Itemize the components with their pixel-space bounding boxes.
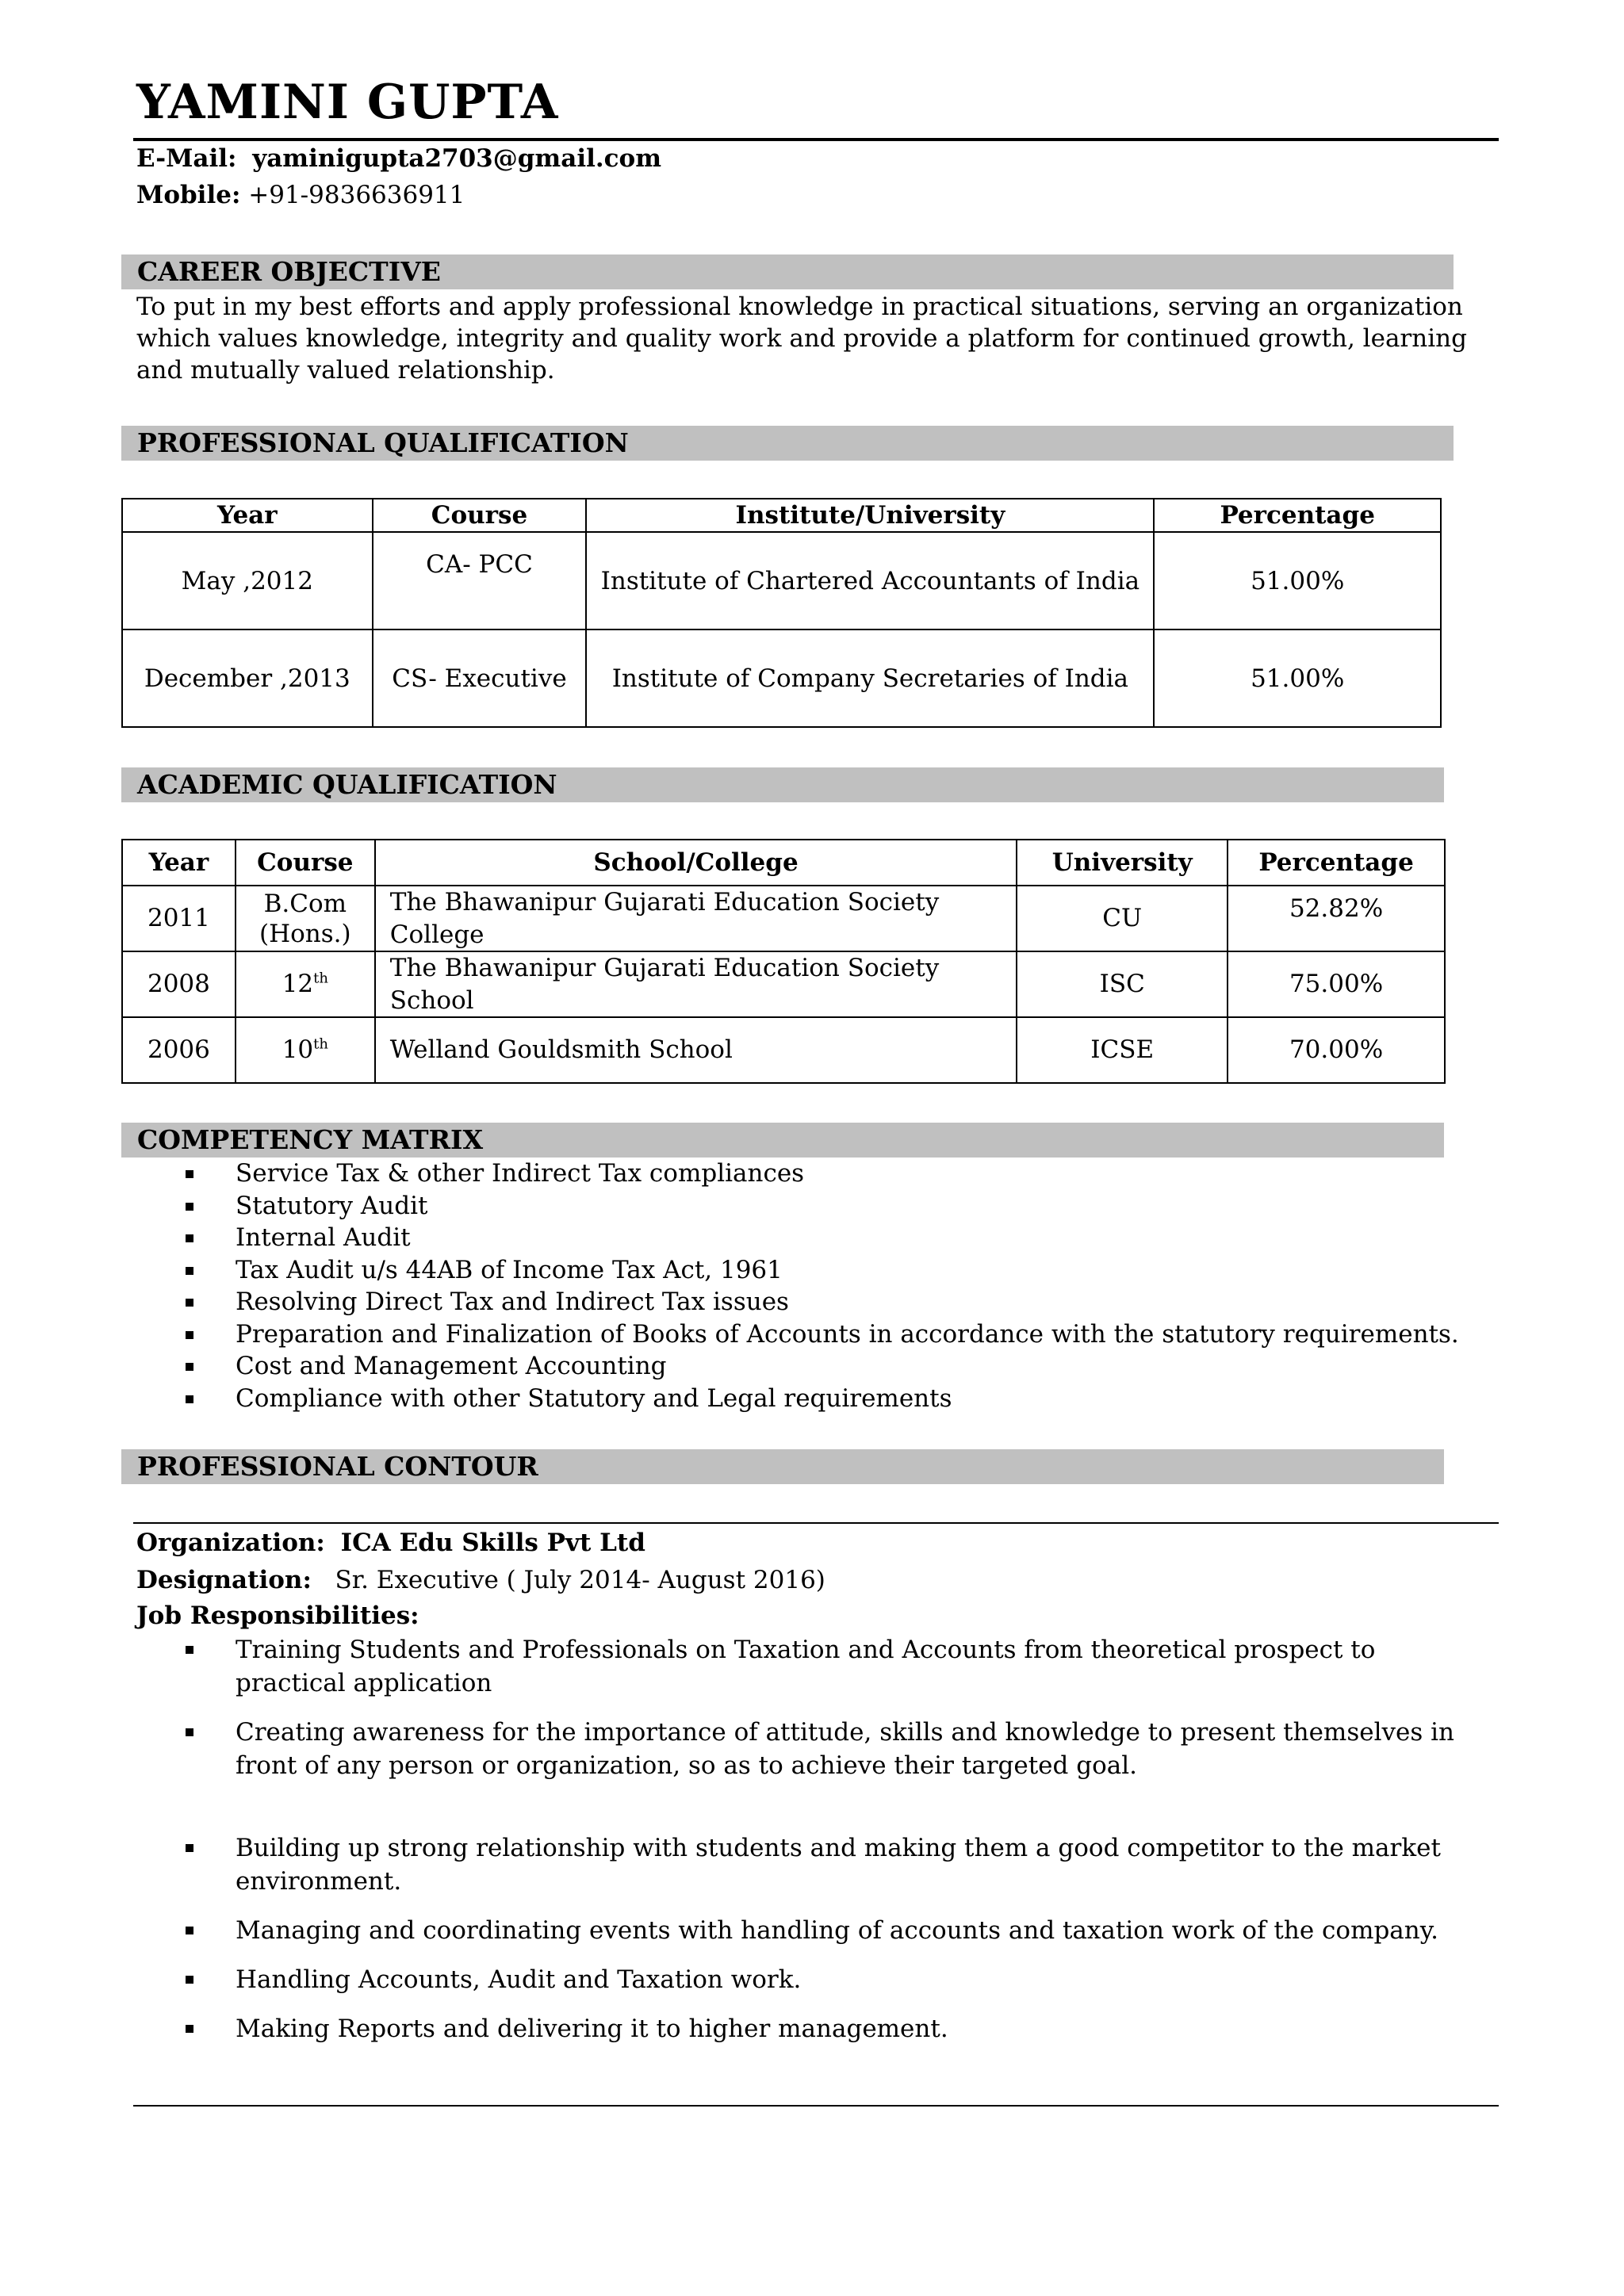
- university-cell: ISC: [1017, 951, 1228, 1017]
- table-row: [122, 951, 1445, 1017]
- list-item: Compliance with other Statutory and Legal requirements: [136, 1383, 1484, 1415]
- course-line-1: B.Com: [263, 889, 347, 918]
- column-header: University: [1017, 840, 1228, 886]
- percentage-cell: 51.00%: [1154, 629, 1441, 727]
- mobile-line: [136, 179, 465, 211]
- list-item: Internal Audit: [136, 1222, 1484, 1254]
- table-row: [122, 886, 1445, 951]
- course-cell: [236, 1017, 375, 1083]
- list-item: Training Students and Professionals on Taxation and Accounts from theoretical prospect to practical application: [136, 1633, 1492, 1700]
- university-cell: ICSE: [1017, 1017, 1228, 1083]
- list-item: Service Tax & other Indirect Tax compliances: [136, 1158, 1484, 1190]
- table-header-row: [122, 840, 1445, 886]
- column-header: Course: [236, 840, 375, 886]
- professional-qualification-heading: PROFESSIONAL QUALIFICATION: [121, 426, 1454, 461]
- column-header: School/College: [375, 840, 1017, 886]
- course-number: 10: [282, 1035, 314, 1065]
- responsibilities-list: [136, 1633, 1492, 2045]
- school-cell: Welland Gouldsmith School: [375, 1017, 1017, 1083]
- school-cell: The Bhawanipur Gujarati Education Society School: [375, 951, 1017, 1017]
- course-line-2: (Hons.): [259, 919, 351, 948]
- professional-qualification-table: [121, 498, 1442, 728]
- list-item: Cost and Management Accounting: [136, 1350, 1484, 1383]
- list-item: Managing and coordinating events with handling of accounts and taxation work of the company.: [136, 1914, 1492, 1947]
- year-cell: 2011: [122, 886, 236, 951]
- university-cell: CU: [1017, 886, 1228, 951]
- list-item: Statutory Audit: [136, 1190, 1484, 1223]
- list-item: Creating awareness for the importance of attitude, skills and knowledge to present themselves in front of any person or organization, so as to achieve their targeted goal.: [136, 1716, 1492, 1782]
- school-cell: The Bhawanipur Gujarati Education Society College: [375, 886, 1017, 951]
- email-value[interactable]: yaminigupta2703@gmail.com: [252, 144, 662, 173]
- column-header: Percentage: [1154, 499, 1441, 532]
- table-row: [122, 629, 1441, 727]
- header-rule: [133, 138, 1499, 141]
- footer-rule: [133, 2105, 1499, 2107]
- organization-value: ICA Edu Skills Pvt Ltd: [340, 1529, 645, 1557]
- section-rule: [133, 1522, 1499, 1524]
- column-header: Institute/University: [586, 499, 1154, 532]
- column-header: Percentage: [1228, 840, 1445, 886]
- table-row: [122, 1017, 1445, 1083]
- academic-qualification-table: [121, 839, 1446, 1084]
- percentage-cell: 51.00%: [1154, 532, 1441, 629]
- course-cell: CA- PCC: [373, 532, 587, 629]
- year-cell: 2008: [122, 951, 236, 1017]
- professional-contour-heading: PROFESSIONAL CONTOUR: [121, 1449, 1444, 1484]
- designation-value: Sr. Executive ( July 2014- August 2016): [335, 1566, 825, 1594]
- course-number: 12: [282, 970, 314, 999]
- course-cell: CS- Executive: [373, 629, 587, 727]
- year-cell: December ,2013: [122, 629, 373, 727]
- mobile-label: Mobile:: [136, 181, 241, 209]
- table-row: [122, 532, 1441, 629]
- organization-label: Organization:: [136, 1529, 325, 1557]
- list-item: Handling Accounts, Audit and Taxation work.: [136, 1963, 1492, 1996]
- competency-matrix-heading: COMPETENCY MATRIX: [121, 1123, 1444, 1158]
- year-cell: 2006: [122, 1017, 236, 1083]
- organization-line: [136, 1527, 645, 1559]
- mobile-value: +91-9836636911: [248, 181, 465, 209]
- list-item: Resolving Direct Tax and Indirect Tax issues: [136, 1286, 1484, 1318]
- candidate-name: YAMINI GUPTA: [136, 75, 559, 130]
- list-item: Building up strong relationship with students and making them a good competitor to the market environment.: [136, 1831, 1492, 1898]
- course-superscript: th: [313, 970, 328, 988]
- list-item: Making Reports and delivering it to higher management.: [136, 2012, 1492, 2045]
- career-objective-text: To put in my best efforts and apply professional knowledge in practical situations, serving an organization which values knowledge, integrity and quality work and provide a platform for continued growth, learning and mutually valued relationship.: [136, 293, 1467, 385]
- percentage-cell: 52.82%: [1228, 886, 1445, 951]
- email-label: E-Mail:: [136, 144, 237, 173]
- career-objective-heading: CAREER OBJECTIVE: [121, 254, 1454, 289]
- email-line: [136, 143, 661, 174]
- designation-line: [136, 1564, 825, 1596]
- course-cell: [236, 886, 375, 951]
- percentage-cell: 75.00%: [1228, 951, 1445, 1017]
- list-item: Tax Audit u/s 44AB of Income Tax Act, 1961: [136, 1254, 1484, 1287]
- table-header-row: [122, 499, 1441, 532]
- column-header: Year: [122, 840, 236, 886]
- designation-label: Designation:: [136, 1566, 312, 1594]
- responsibilities-label: Job Responsibilities:: [136, 1601, 419, 1630]
- academic-qualification-heading: ACADEMIC QUALIFICATION: [121, 767, 1444, 802]
- institute-cell: Institute of Chartered Accountants of India: [586, 532, 1154, 629]
- institute-cell: Institute of Company Secretaries of India: [586, 629, 1154, 727]
- percentage-cell: 70.00%: [1228, 1017, 1445, 1083]
- column-header: Year: [122, 499, 373, 532]
- column-header: Course: [373, 499, 587, 532]
- course-cell: [236, 951, 375, 1017]
- year-cell: May ,2012: [122, 532, 373, 629]
- competency-list: [136, 1158, 1484, 1414]
- list-item: Preparation and Finalization of Books of Accounts in accordance with the statutory requirements.: [136, 1318, 1484, 1351]
- course-superscript: th: [313, 1036, 328, 1054]
